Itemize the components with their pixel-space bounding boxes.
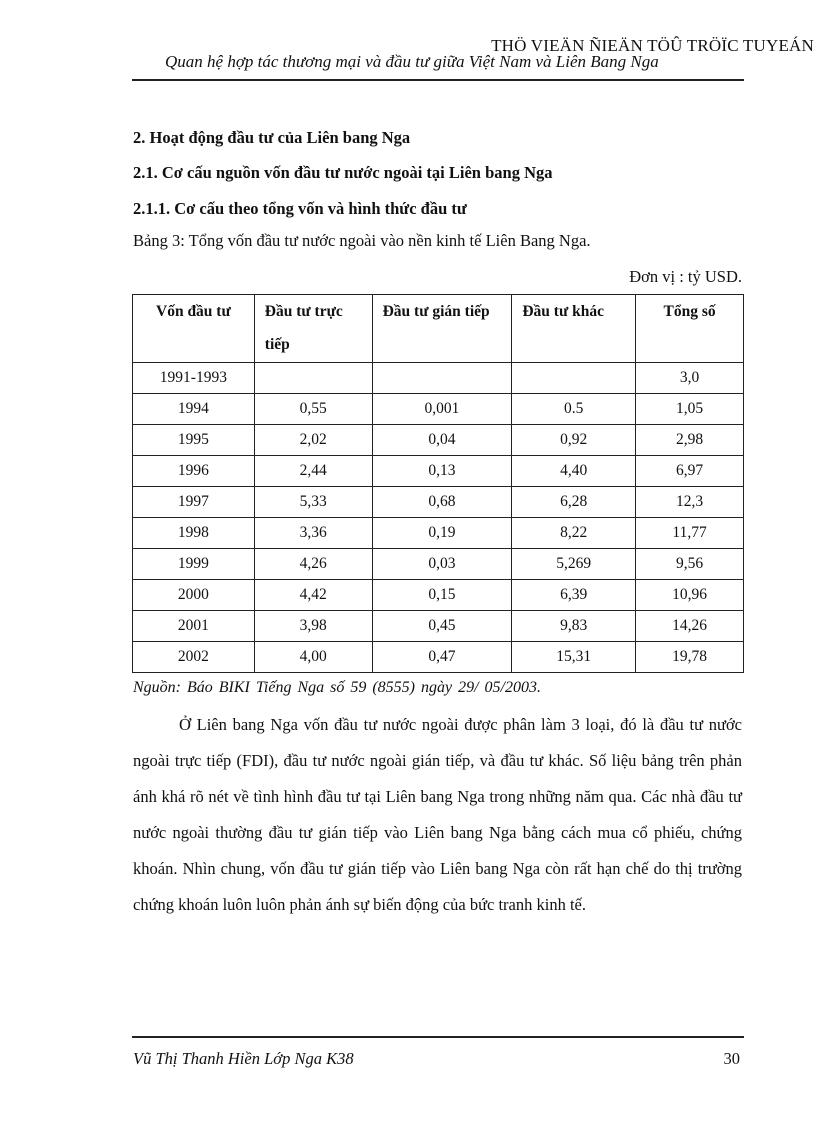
table-cell: 1996	[133, 456, 255, 487]
table-cell: 0,04	[372, 425, 512, 456]
table-cell: 4,42	[254, 580, 372, 611]
table-cell: 6,97	[636, 456, 744, 487]
table-row	[133, 549, 744, 580]
table-cell: 2000	[133, 580, 255, 611]
footer-author: Vũ Thị Thanh Hiền Lớp Nga K38	[133, 1049, 354, 1068]
table-cell	[254, 363, 372, 394]
table-row	[133, 580, 744, 611]
table-cell: 0,03	[372, 549, 512, 580]
subsection-heading: 2.1. Cơ cấu nguồn vốn đầu tư nước ngoài tại Liên bang Nga	[133, 163, 553, 182]
table-row	[133, 611, 744, 642]
table-cell: 2,98	[636, 425, 744, 456]
table-cell: 0,45	[372, 611, 512, 642]
table-cell: 0,15	[372, 580, 512, 611]
table-row	[133, 642, 744, 673]
table-cell: 0,001	[372, 394, 512, 425]
table-cell: 5,269	[512, 549, 636, 580]
table-cell: 0,19	[372, 518, 512, 549]
column-header: Vốn đầu tư	[133, 295, 255, 363]
table-row	[133, 518, 744, 549]
section-heading: 2. Hoạt động đầu tư của Liên bang Nga	[133, 128, 411, 147]
table-cell: 3,0	[636, 363, 744, 394]
table-cell: 3,98	[254, 611, 372, 642]
table-cell: 0,13	[372, 456, 512, 487]
column-header: Đầu tư khác	[512, 295, 636, 363]
investment-table	[132, 294, 744, 673]
table-cell: 2,44	[254, 456, 372, 487]
table-row	[133, 394, 744, 425]
table-cell: 11,77	[636, 518, 744, 549]
table-cell: 3,36	[254, 518, 372, 549]
table-cell: 0,55	[254, 394, 372, 425]
table-cell: 0,92	[512, 425, 636, 456]
table-cell: 10,96	[636, 580, 744, 611]
table-cell: 19,78	[636, 642, 744, 673]
table-cell: 15,31	[512, 642, 636, 673]
table-cell: 12,3	[636, 487, 744, 518]
table-source-note: Nguồn: Báo BIKI Tiếng Nga số 59 (8555) ngày 29/ 05/2003.	[133, 679, 541, 696]
table-cell: 5,33	[254, 487, 372, 518]
table-cell: 4,40	[512, 456, 636, 487]
table-cell: 14,26	[636, 611, 744, 642]
table-cell	[512, 363, 636, 394]
footer-divider	[132, 1036, 744, 1038]
table-row	[133, 425, 744, 456]
table-header-row	[133, 295, 744, 363]
table-cell: 1994	[133, 394, 255, 425]
column-header: Đầu tư trực tiếp	[254, 295, 372, 363]
column-header: Tổng số	[636, 295, 744, 363]
table-cell: 9,83	[512, 611, 636, 642]
body-paragraph: Ở Liên bang Nga vốn đầu tư nước ngoài được phân làm 3 loại, đó là đầu tư nước ngoài trực tiếp (FDI), đầu tư nước ngoài gián tiếp, và đầu tư khác. Số liệu bảng trên phản ánh khá rõ nét về tình hình đầu tư tại Liên bang Nga trong những năm qua. Các nhà đầu tư nước ngoài thường đầu tư gián tiếp vào Liên bang Nga bằng cách mua cổ phiếu, chứng khoán. Nhìn chung, vốn đầu tư gián tiếp vào Liên bang Nga còn rất hạn chế do thị trường chứng khoán luôn luôn phản ánh sự biến động của bức tranh kinh tế.	[133, 715, 742, 914]
table-cell: 0.5	[512, 394, 636, 425]
watermark-text: THÖ VIEÄN ÑIEÄN TÖÛ TRÖÏC TUYEÁN	[491, 36, 814, 55]
table-cell: 6,28	[512, 487, 636, 518]
table-row	[133, 487, 744, 518]
table-cell: 0,47	[372, 642, 512, 673]
table-unit: Đơn vị : tỷ USD.	[629, 267, 742, 286]
table-cell	[372, 363, 512, 394]
column-header: Đầu tư gián tiếp	[372, 295, 512, 363]
table-row	[133, 456, 744, 487]
table-cell: 1991-1993	[133, 363, 255, 394]
subsubsection-heading: 2.1.1. Cơ cấu theo tổng vốn và hình thức đầu tư	[133, 199, 467, 218]
page-number: 30	[723, 1049, 740, 1068]
table-cell: 4,26	[254, 549, 372, 580]
table-cell: 4,00	[254, 642, 372, 673]
table-cell: 1,05	[636, 394, 744, 425]
table-cell: 1999	[133, 549, 255, 580]
table-cell: 9,56	[636, 549, 744, 580]
table-cell: 1997	[133, 487, 255, 518]
table-cell: 1998	[133, 518, 255, 549]
table-cell: 2,02	[254, 425, 372, 456]
header-divider	[132, 79, 744, 81]
table-row	[133, 363, 744, 394]
table-cell: 2002	[133, 642, 255, 673]
table-caption: Bảng 3: Tổng vốn đầu tư nước ngoài vào nền kinh tế Liên Bang Nga.	[133, 231, 591, 250]
table-cell: 0,68	[372, 487, 512, 518]
table-cell: 2001	[133, 611, 255, 642]
table-cell: 6,39	[512, 580, 636, 611]
table-cell: 1995	[133, 425, 255, 456]
running-header-title: Quan hệ hợp tác thương mại và đầu tư giữa Việt Nam và Liên Bang Nga	[165, 52, 659, 71]
table-cell: 8,22	[512, 518, 636, 549]
